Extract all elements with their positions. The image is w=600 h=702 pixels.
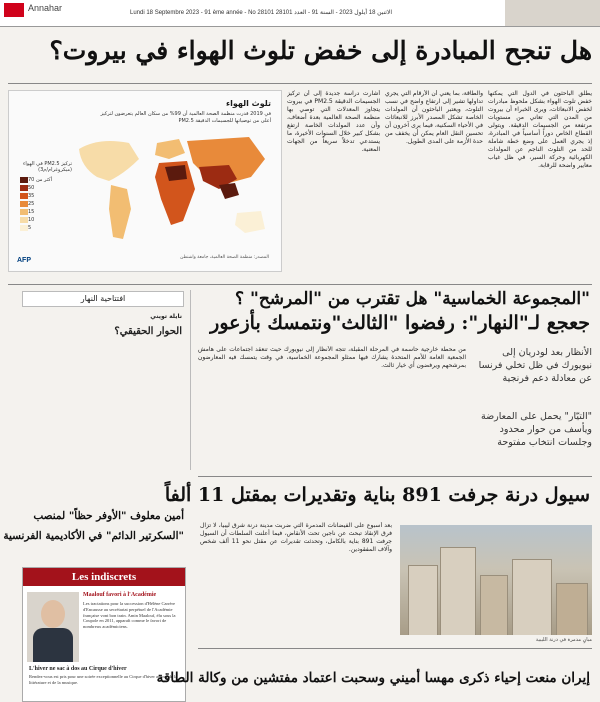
legend-item: 35 xyxy=(17,192,72,200)
photo-caption: مبانٍ مدمرة في درنة الليبية xyxy=(535,637,592,643)
maalouf-portrait xyxy=(27,592,79,662)
bottom-headline: إيران منعت إحياء ذكرى مهسا أميني وسحبت اعتماد مفتشين من وكالة الطاقة xyxy=(156,670,590,686)
column-divider xyxy=(190,290,191,470)
editorial-title: الحوار الحقيقي؟ xyxy=(114,326,182,337)
portrait-face xyxy=(41,600,65,628)
divider xyxy=(8,284,592,285)
maalouf-headline-2: "السكرتير الدائم" في الأكاديمية الفرنسية xyxy=(3,530,184,542)
indiscrets-text: Les tractations pour la succession d'Hélène Carrère d'Encausse au secrétariat perpétuel de l'Académie française vont bon train. Amin Maalouf, élu sous la Coupole en 2011, apparaît comme le favori de nombreux académiciens. xyxy=(83,601,176,630)
story3-body: بعد أسبوع على الفيضانات المدمرة التي ضربت مدينة درنة شرق ليبيا، لا تزال فرق الإنقاذ تبحث عن ناجين تحت الأنقاض، فيما أعلنت السلطات أن السيول جرفت 891 بناية بالكامل، وتحدثت تقديرات عن مقتل نحو 11 ألف شخص وآلاف المفقودين. xyxy=(200,522,392,553)
divider xyxy=(198,476,592,477)
divider xyxy=(198,648,592,649)
air-pollution-map xyxy=(8,90,282,272)
main-story-column-2: والطاقة، بما يعني أن الأرقام التي يجري تداولها تشير إلى ارتفاع واضح في نسب التلوث، ويعتبر الباحثون أن المولدات الخاصة تشكل المصدر الأبرز للانبعاثات في الأحياء السكنية، فيما يرى آخرون أن تحسين النقل العام يمكن أن يخفف من حدة الأزمة على المدى الطويل. xyxy=(385,90,483,145)
legend-title: تركيز PM2.5 في الهواء (ميكروغرام/م3) xyxy=(23,161,72,173)
legend-item: أكثر من 70 xyxy=(17,176,72,184)
newspaper-logo xyxy=(4,3,24,17)
building xyxy=(408,565,438,635)
map-source-note: المصدر: منظمة الصحة العالمية، جامعة واشنطن xyxy=(180,255,269,260)
building xyxy=(556,583,588,635)
indiscrets-title-2: L'hiver ne sac à dos au Cirque d'hiver xyxy=(29,666,127,672)
world-map xyxy=(69,129,274,254)
story2-headline-2: جعجع لـ"النهار": رفضوا "الثالث"ونتمسك بأزعور xyxy=(210,312,590,334)
derna-photo xyxy=(400,525,592,635)
editorial-header: افتتاحية النهار xyxy=(22,291,184,307)
main-story-column-1: يطلق الباحثون في الدول التي يمكنها خفض تلوث الهواء بشكل ملحوظ مبادرات لخفض الانبعاثات، ويرى الخبراء أن بيروت من المدن التي تعاني من مستويات مرتفعة من الجسيمات الدقيقة. ويتولى القطاع الخاص دوراً أساسياً في المبادرة، إذ يجري العمل على وضع خطة شاملة للحد من التلوث الناجم عن المولدات الكهربائية وحركة السير، في ظل غياب معايير واضحة للرقابة. xyxy=(488,90,592,169)
indiscrets-text-2: Rendez-vous est pris pour une soirée exceptionnelle au Cirque d'hiver autour de la littérature et de la musique. xyxy=(29,674,178,685)
map-legend xyxy=(17,161,72,232)
legend-item: 5 xyxy=(17,224,72,232)
story2-headline-1: "المجموعة الخماسية" هل تقترب من "المرشح" ؟ xyxy=(235,289,590,309)
story2-bullet-2: "التيّار" يحمل على المعارضة ويأسف من حوار محدود وجلسات انتخاب مفتوحة xyxy=(481,411,592,448)
indiscrets-header: Les indiscrets xyxy=(23,568,185,586)
legend-item: 10 xyxy=(17,216,72,224)
editorial-kicker: نايلة تويني xyxy=(150,313,182,320)
masthead-corner-image xyxy=(505,0,600,26)
masthead xyxy=(0,0,600,27)
map-title: تلوث الهواء xyxy=(226,99,271,108)
divider xyxy=(8,83,592,84)
indiscrets-title: Maalouf favori à l'Académie xyxy=(83,592,157,598)
main-story-column-3: أشارت دراسة جديدة إلى أن تركيز الجسيمات الدقيقة PM2.5 في بيروت يتجاوز المعدلات التي توصي بها منظمة الصحة العالمية بعدة أضعاف، وأن عدد المولدات الخاصة ارتفع بشكل كبير خلال السنوات الأخيرة، ما يستدعي تدخلاً سريعاً من الجهات المعنية. xyxy=(287,90,380,153)
afp-credit: AFP xyxy=(17,257,31,264)
map-subtitle: في 2019 قدرت منظمة الصحة العالمية أن 99% من سكان العالم يتعرضون لتركيز أعلى من توصياتها للجسيمات الدقيقة PM2.5 xyxy=(100,111,271,124)
legend-item: 15 xyxy=(17,208,72,216)
legend-item: 25 xyxy=(17,200,72,208)
dateline: Lundi 18 Septembre 2023 - 91 ème année - No 28101 الاثنين 18 أيلول 2023 - السنة 91 - العدد 28101 xyxy=(130,10,393,16)
story2-body: من محطة خارجية حاسمة في المرحلة المقبلة، تتجه الأنظار إلى نيويورك حيث تنعقد اجتماعات على هامش الجمعية العامة للأمم المتحدة يشارك فيها ممثلو المجموعة الخماسية، في وقت يتمسك فيه المعارضون بمرشحهم ويرفضون أي خيار ثالث. xyxy=(198,346,466,369)
maalouf-headline-1: أمين معلوف "الأوفر حظاً" لمنصب xyxy=(33,510,184,522)
building xyxy=(512,559,552,635)
story3-headline: سيول درنة جرفت 891 بناية وتقديرات بمقتل 11 ألفاً xyxy=(164,484,590,506)
brand-name: Annahar xyxy=(28,3,63,13)
legend-item: 50 xyxy=(17,184,72,192)
portrait-suit xyxy=(33,628,73,662)
main-headline: هل تنجح المبادرة إلى خفض تلوث الهواء في بيروت؟ xyxy=(49,36,592,65)
building xyxy=(480,575,508,635)
building xyxy=(440,547,476,635)
story2-bullet-1: الأنظار بعد لودريان إلى نيويورك في ظل تخلي فرنسا عن معادلة دعم فرنجية xyxy=(478,347,592,384)
